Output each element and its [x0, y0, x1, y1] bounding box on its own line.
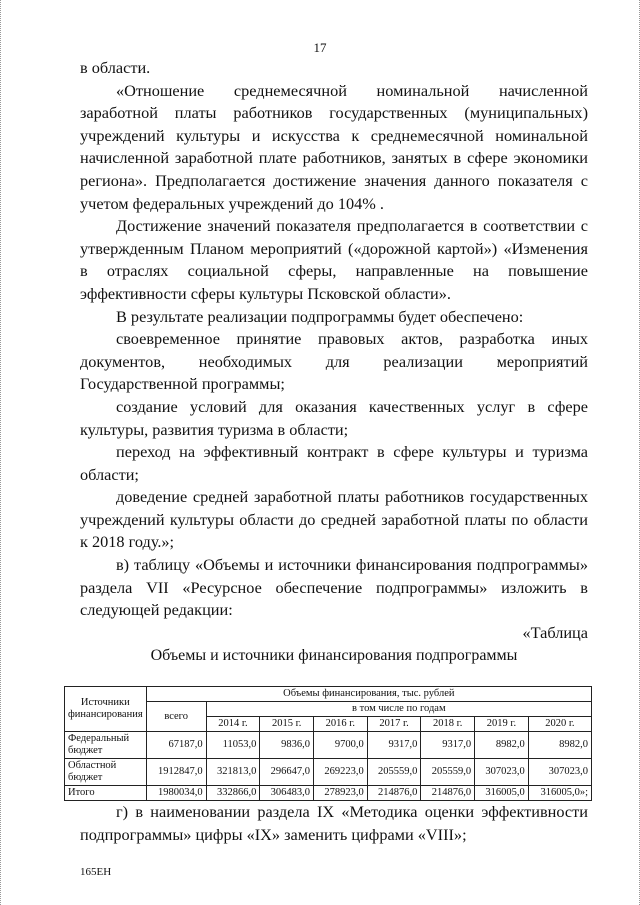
table-cell: 214876,0 — [367, 786, 421, 801]
financing-table — [64, 686, 592, 801]
paragraph-9: в) таблицу «Объемы и источники финансирования подпрограммы» раздела VII «Ресурсное обеспечение подпрограммы» изложить в следующей редакции: — [80, 555, 588, 620]
row-label: Итого — [65, 786, 147, 801]
paragraph-10: г) в наименовании раздела IX «Методика оценки эффективности подпрограммы» цифры «IX» заменить цифрами «VIII»; — [80, 802, 588, 844]
table-cell: 316005,0 — [475, 786, 529, 801]
year-header: 2020 г. — [528, 717, 591, 732]
after-table-text — [80, 801, 588, 846]
row-total: 1980034,0 — [146, 786, 206, 801]
table-cell: 316005,0»; — [528, 786, 591, 801]
table-row — [65, 759, 592, 786]
table-cell: 8982,0 — [475, 732, 529, 759]
table-cell: 321813,0 — [206, 759, 260, 786]
table-cell: 205559,0 — [421, 759, 475, 786]
paragraph-4: В результате реализации подпрограммы будет обеспечено: — [116, 306, 524, 326]
table-cell: 9700,0 — [314, 732, 368, 759]
table-cell: 9836,0 — [260, 732, 314, 759]
header-total: всего — [146, 702, 206, 732]
row-label: Федеральный бюджет — [65, 732, 147, 759]
header-volumes: Объемы финансирования, тыс. рублей — [146, 687, 591, 702]
paragraph-8: доведение средней заработной платы работников государственных учреждений культуры области до средней заработной платы по области к 2018 году.»; — [80, 487, 588, 552]
year-header: 2015 г. — [260, 717, 314, 732]
row-total: 1912847,0 — [146, 759, 206, 786]
paragraph-5: своевременное принятие правовых актов, разработка иных документов, необходимых для реализации мероприятий Государственной программы; — [80, 329, 588, 394]
table-cell: 278923,0 — [314, 786, 368, 801]
table-cell: 205559,0 — [367, 759, 421, 786]
row-label: Областной бюджет — [65, 759, 147, 786]
table-cell: 11053,0 — [206, 732, 260, 759]
year-header: 2018 г. — [421, 717, 475, 732]
paragraph-3: Достижение значений показателя предполагается в соответствии с утвержденным Планом мероприятий («дорожной картой») «Изменения в отраслях социальной сферы, направленные на повышение эффективности сферы культуры Псковской области». — [80, 216, 588, 303]
table-label: «Таблица — [522, 622, 588, 642]
table-cell: 8982,0 — [528, 732, 591, 759]
paragraph-1: в области. — [80, 58, 151, 77]
header-by-year: в том числе по годам — [206, 702, 591, 717]
left-scan-edge — [0, 0, 4, 905]
table-title: Объемы и источники финансирования подпрограммы — [150, 647, 518, 665]
table-cell: 296647,0 — [260, 759, 314, 786]
table-row — [65, 732, 592, 759]
footer-code: 165ЕН — [80, 866, 112, 878]
year-header: 2016 г. — [314, 717, 368, 732]
table-cell: 332866,0 — [206, 786, 260, 801]
page-number: 17 — [313, 40, 327, 55]
table-row — [65, 786, 592, 801]
table-cell: 9317,0 — [367, 732, 421, 759]
table-cell: 269223,0 — [314, 759, 368, 786]
row-total: 67187,0 — [146, 732, 206, 759]
paragraph-7: переход на эффективный контракт в сфере культуры и туризма области; — [80, 442, 588, 484]
table-cell: 214876,0 — [421, 786, 475, 801]
right-scan-edge — [636, 0, 640, 905]
table-cell: 307023,0 — [475, 759, 529, 786]
year-header: 2014 г. — [206, 717, 260, 732]
table-cell: 9317,0 — [421, 732, 475, 759]
paragraph-2: «Отношение среднемесячной номинальной начисленной заработной платы работников государственных (муниципальных) учреждений культуры и искусства к среднемесячной номинальной начисленной заработной плате работников, занятых в сфере экономики региона». Предполагается достижение значения данного показателя с учетом федеральных учреждений до 104% . — [80, 80, 588, 213]
document-body — [80, 57, 588, 668]
year-header: 2019 г. — [475, 717, 529, 732]
header-source: Источники финансирования — [65, 687, 147, 732]
table-cell: 306483,0 — [260, 786, 314, 801]
year-header: 2017 г. — [367, 717, 421, 732]
table-cell: 307023,0 — [528, 759, 591, 786]
paragraph-6: создание условий для оказания качественных услуг в сфере культуры, развития туризма в области; — [80, 396, 588, 439]
